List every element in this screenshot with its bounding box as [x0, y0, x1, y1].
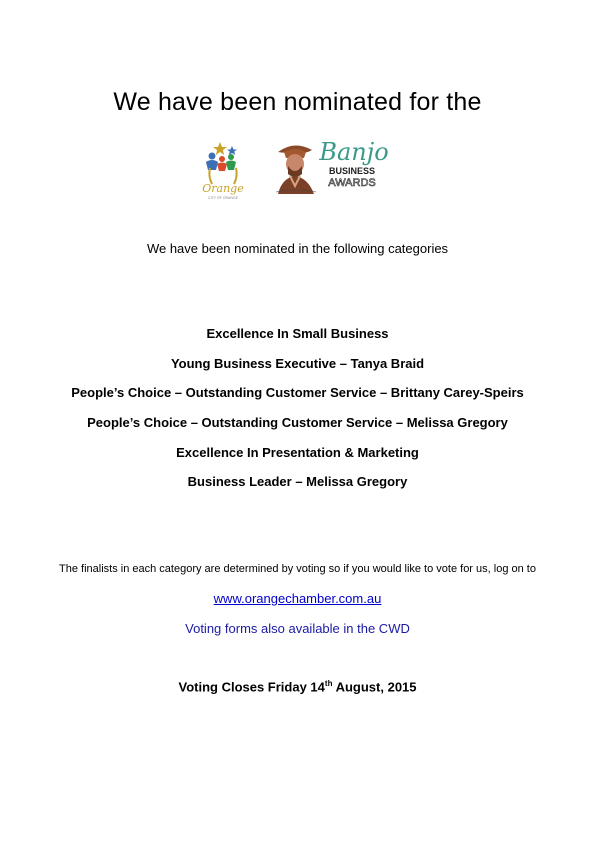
category-item: People’s Choice – Outstanding Customer Service – Melissa Gregory	[87, 415, 508, 430]
banjo-logo-line1: BUSINESS	[328, 166, 376, 176]
banjo-business-awards-logo	[272, 136, 398, 196]
voting-closes-suffix: th	[324, 679, 333, 688]
banjo-logo-line2: AWARDS	[328, 177, 376, 189]
orange-logo-text: Orange	[202, 182, 244, 195]
banjo-portrait-icon	[276, 145, 316, 194]
page-heading: We have been nominated for the	[113, 88, 482, 116]
category-item: Young Business Executive – Tanya Braid	[170, 356, 425, 371]
category-item: Business Leader – Melissa Gregory	[187, 474, 408, 489]
category-item: People’s Choice – Outstanding Customer Service – Brittany Carey-Speirs	[71, 385, 524, 400]
website-link-row	[0, 591, 595, 606]
orange-logo-subtext: CITY OF ORANGE	[208, 196, 238, 200]
category-item: Excellence In Small Business	[206, 326, 389, 341]
voting-forms-text: Voting forms also available in the CWD	[185, 621, 410, 636]
website-link[interactable]: www.orangechamber.com.au	[213, 591, 382, 606]
voting-closes-rest: August, 2015	[332, 679, 417, 695]
voting-closes-prefix: Voting Closes Friday 14	[178, 679, 325, 695]
intro-text: We have been nominated in the following categories	[146, 241, 449, 256]
category-item: Excellence In Presentation & Marketing	[176, 445, 419, 460]
banjo-logo-title: Banjo	[319, 138, 389, 166]
orange-logo	[198, 140, 248, 202]
finalists-text: The finalists in each category are determined by voting so if you would like to vote for us, log on to	[59, 563, 536, 575]
logos-row	[0, 136, 595, 202]
voting-closes-text	[0, 679, 595, 694]
